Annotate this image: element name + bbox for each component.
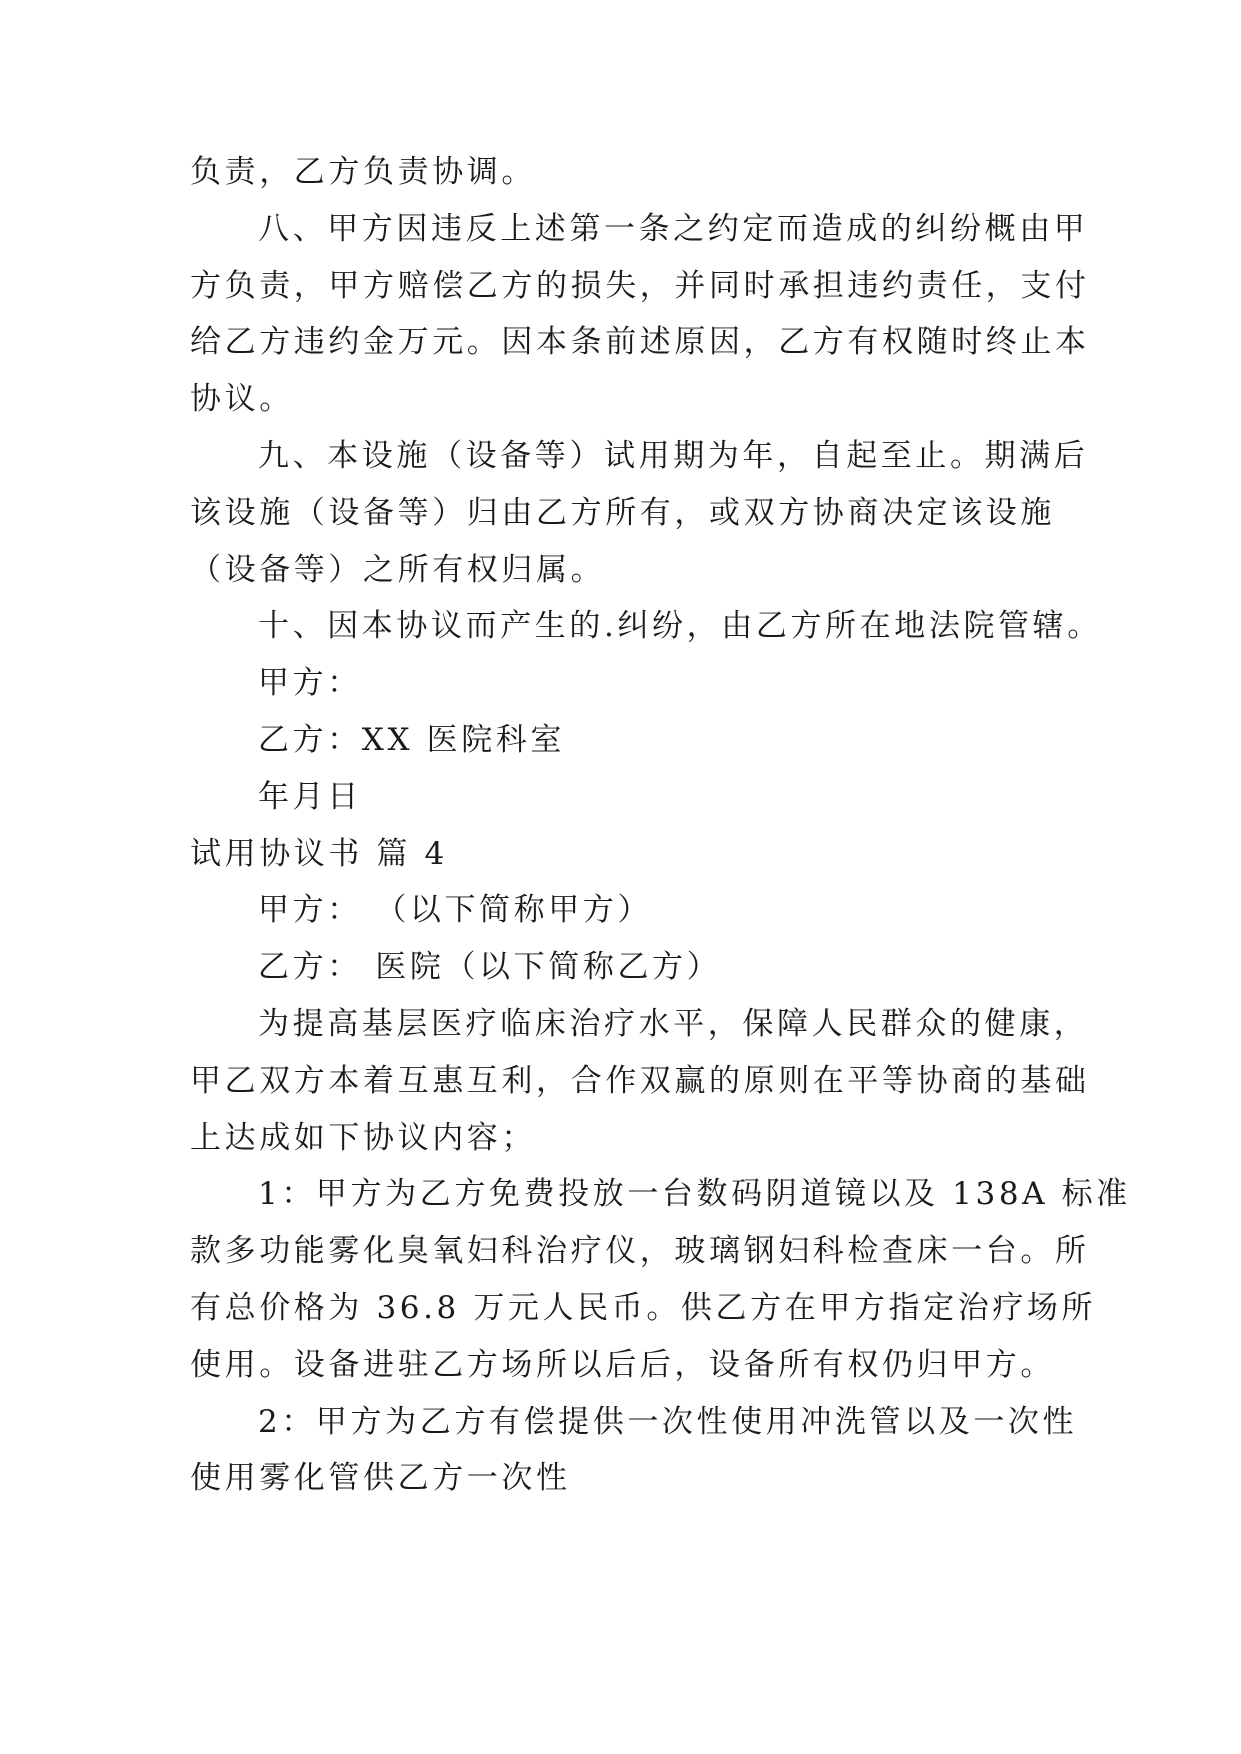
- text-line: 方负责，甲方赔偿乙方的损失，并同时承担违约责任，支付: [190, 268, 1090, 304]
- text-line: 年月日: [258, 779, 362, 815]
- text-line: （设备等）之所有权归属。: [190, 552, 606, 588]
- text-line: 款多功能雾化臭氧妇科治疗仪，玻璃钢妇科检查床一台。所: [190, 1233, 1090, 1269]
- text-line: 甲乙双方本着互惠互利，合作双赢的原则在平等协商的基础: [190, 1063, 1090, 1099]
- text-line: 使用。设备进驻乙方场所以后后，设备所有权仍归甲方。: [190, 1347, 1055, 1383]
- text-line: 八、甲方因违反上述第一条之约定而造成的纠纷概由甲: [258, 211, 1089, 247]
- section-heading: 试用协议书 篇 4: [190, 836, 448, 872]
- text-line: 乙方： 医院（以下简称乙方）: [258, 949, 722, 985]
- text-line: 使用雾化管供乙方一次性: [190, 1460, 571, 1496]
- text-line: 十、因本协议而产生的.纠纷，由乙方所在地法院管辖。: [258, 608, 1102, 644]
- text-line: 为提高基层医疗临床治疗水平，保障人民群众的健康，: [258, 1006, 1089, 1042]
- text-line: 上达成如下协议内容；: [190, 1120, 536, 1156]
- text-line: 甲方：: [258, 665, 362, 701]
- text-line: 九、本设施（设备等）试用期为年，自起至止。期满后: [258, 438, 1089, 474]
- text-line: 乙方：XX 医院科室: [258, 722, 565, 758]
- text-line: 该设施（设备等）归由乙方所有，或双方协商决定该设施: [190, 495, 1055, 531]
- text-line: 协议。: [190, 381, 294, 417]
- text-line: 2：甲方为乙方有偿提供一次性使用冲洗管以及一次性: [258, 1404, 1078, 1440]
- text-line: 1：甲方为乙方免费投放一台数码阴道镜以及 138A 标准: [258, 1176, 1131, 1212]
- text-line: 甲方： （以下简称甲方）: [258, 892, 653, 928]
- text-line: 给乙方违约金万元。因本条前述原因，乙方有权随时终止本: [190, 324, 1090, 360]
- text-line: 负责，乙方负责协调。: [190, 154, 536, 190]
- text-line: 有总价格为 36.8 万元人民币。供乙方在甲方指定治疗场所: [190, 1290, 1097, 1326]
